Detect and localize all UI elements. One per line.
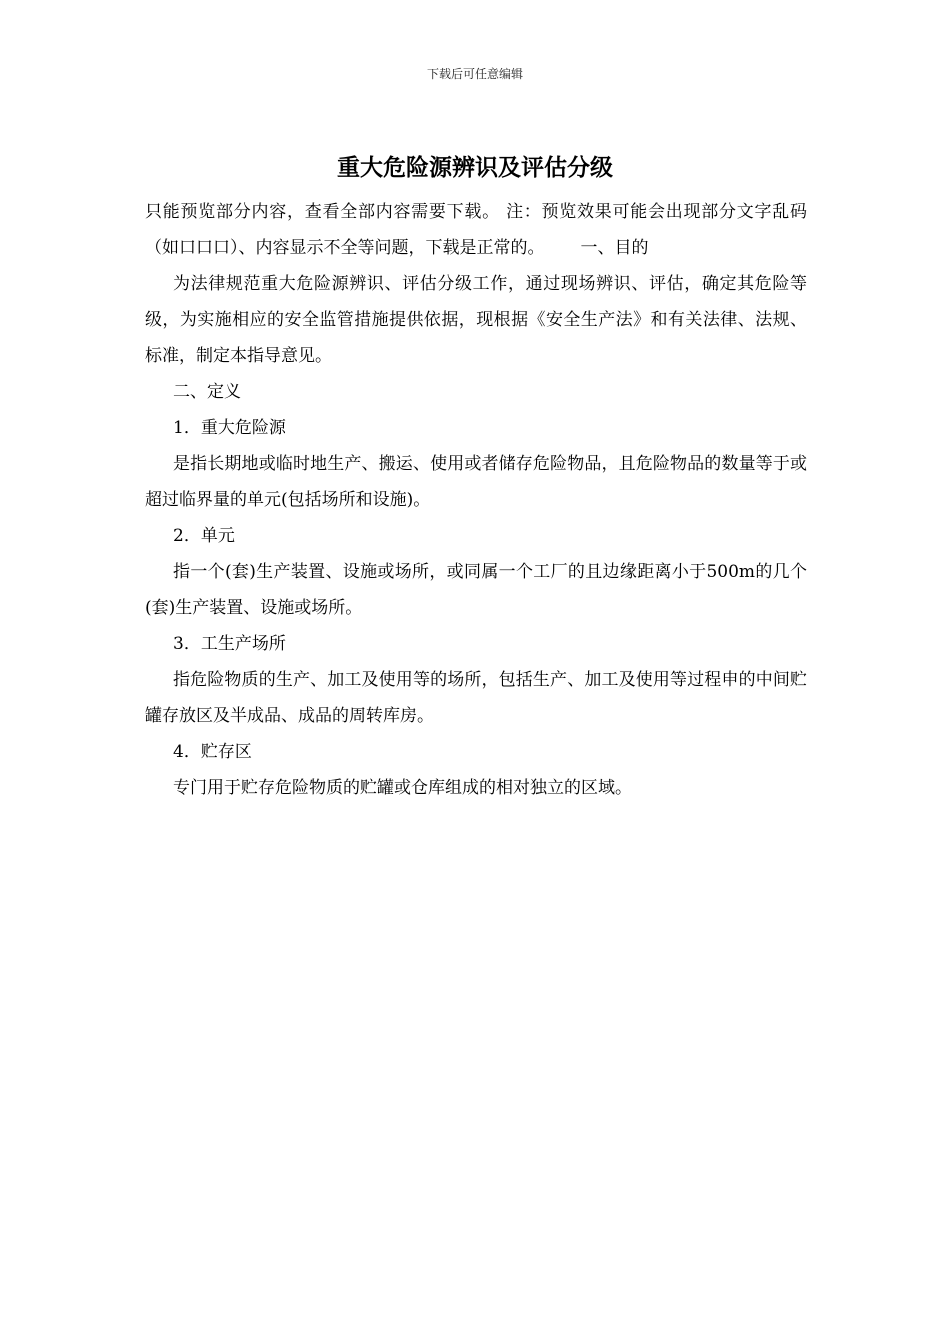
section1-heading: 一、目的 <box>580 238 649 258</box>
document-title: 重大危险源辨识及评估分级 <box>337 155 613 181</box>
definition-body-unit: 指一个(套)生产装置、设施或场所，或同属一个工厂的且边缘距离小于500m的几个(套)生产装置、设施或场所。 <box>145 562 807 618</box>
definition-heading-storage-area: 4．贮存区 <box>173 742 252 762</box>
definition-heading-unit: 2．单元 <box>173 526 235 546</box>
definition-heading-hazard-source: 1．重大危险源 <box>173 418 286 438</box>
definition-body-storage-area: 专门用于贮存危险物质的贮罐或仓库组成的相对独立的区域。 <box>173 778 632 798</box>
section1-body: 为法律规范重大危险源辨识、评估分级工作，通过现场辨识、评估，确定其危险等级，为实施相应的安全监管措施提供依据，现根据《安全生产法》和有关法律、法规、标准，制定本指导意见。 <box>145 274 807 366</box>
preview-notice-paragraph <box>145 194 807 266</box>
definition-heading-production-site: 3．工生产场所 <box>173 634 286 654</box>
header-note: 下载后可任意编辑 <box>426 67 523 81</box>
document-body <box>145 194 807 806</box>
definition-body-hazard-source: 是指长期地或临时地生产、搬运、使用或者储存危险物品，且危险物品的数量等于或超过临界量的单元(包括场所和设施)。 <box>145 454 807 510</box>
definition-body-production-site: 指危险物质的生产、加工及使用等的场所，包括生产、加工及使用等过程申的中间贮罐存放区及半成品、成品的周转库房。 <box>145 670 807 726</box>
preview-notice: 只能预览部分内容，查看全部内容需要下载。 注：预览效果可能会出现部分文字乱码（如口口口）、内容显示不全等问题，下载是正常的。 <box>145 202 807 258</box>
section2-heading: 二、定义 <box>173 382 241 402</box>
